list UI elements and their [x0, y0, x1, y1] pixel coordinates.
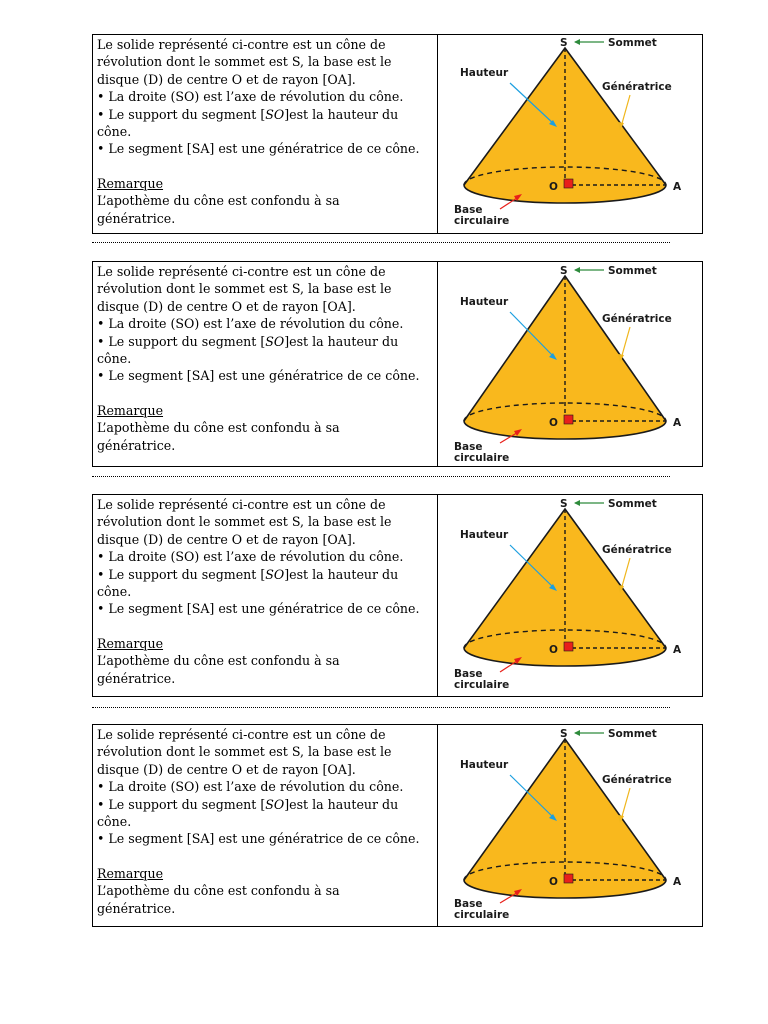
generatrice-arrow: [621, 95, 630, 127]
definition-line: révolution dont le sommet est S, la base est le: [97, 744, 392, 760]
remark-line: génératrice.: [97, 900, 176, 916]
label-s: S: [560, 37, 568, 49]
bullet-axis: • La droite (SO) est l’axe de révolution du cône.: [97, 89, 404, 105]
label-o: O: [549, 181, 558, 193]
bullet-axis: • La droite (SO) est l’axe de révolution du cône.: [97, 316, 404, 332]
cone-diagram: [438, 495, 702, 696]
definition-line: Le solide représenté ci-contre est un cône de: [97, 264, 386, 279]
bullet-height: • Le support du segment [SO]est la hauteur du: [97, 566, 399, 582]
label-sommet: Sommet: [608, 728, 657, 740]
label-circulaire: circulaire: [454, 452, 510, 464]
remark-line: L’apothème du cône est confondu à sa: [97, 653, 340, 669]
definition-line: Le solide représenté ci-contre est un cône de: [97, 497, 386, 512]
center-marker: [564, 179, 573, 188]
label-circulaire: circulaire: [454, 215, 510, 227]
bullet-axis: • La droite (SO) est l’axe de révolution du cône.: [97, 549, 404, 565]
cone-figure: [438, 725, 702, 926]
definition-line: révolution dont le sommet est S, la base est le: [97, 281, 392, 297]
label-a: A: [673, 181, 682, 193]
cone-card: [92, 494, 703, 697]
bullet-height-continued: cône.: [97, 124, 132, 140]
bullet-height-continued: cône.: [97, 814, 132, 830]
cone-definition-text: [93, 725, 438, 926]
sommet-arrowhead: [574, 500, 580, 506]
cone-definition-text: [93, 35, 438, 233]
remark-title: Remarque: [97, 635, 164, 651]
remark-title: Remarque: [97, 402, 164, 418]
definition-line: Le solide représenté ci-contre est un cône de: [97, 727, 386, 742]
label-base: Base: [454, 204, 483, 216]
label-generatrice: Génératrice: [602, 81, 672, 93]
cut-line: [92, 707, 670, 708]
cone-diagram: [438, 262, 702, 466]
bullet-axis: • La droite (SO) est l’axe de révolution du cône.: [97, 779, 404, 795]
label-circulaire: circulaire: [454, 909, 510, 921]
label-sommet: Sommet: [608, 498, 657, 510]
bullet-generatrix: • Le segment [SA] est une génératrice de ce cône.: [97, 831, 420, 847]
remark-line: génératrice.: [97, 670, 176, 686]
cone-figure: [438, 495, 702, 696]
label-o: O: [549, 417, 558, 429]
cone-definition-text: [93, 495, 438, 696]
definition-line: révolution dont le sommet est S, la base est le: [97, 54, 392, 70]
sommet-arrowhead: [574, 39, 580, 45]
definition-line: Le solide représenté ci-contre est un cône de: [97, 37, 386, 52]
bullet-generatrix: • Le segment [SA] est une génératrice de ce cône.: [97, 601, 420, 617]
label-a: A: [673, 417, 682, 429]
label-generatrice: Génératrice: [602, 774, 672, 786]
definition-line: disque (D) de centre O et de rayon [OA].: [97, 298, 356, 314]
cone-diagram: [438, 35, 702, 233]
definition-line: disque (D) de centre O et de rayon [OA].: [97, 761, 356, 777]
cone-card: [92, 724, 703, 927]
generatrice-arrow: [621, 558, 630, 590]
label-s: S: [560, 498, 568, 510]
center-marker: [564, 874, 573, 883]
label-a: A: [673, 876, 682, 888]
label-generatrice: Génératrice: [602, 313, 672, 325]
cut-line: [92, 242, 670, 243]
cone-figure: [438, 262, 702, 466]
remark-line: L’apothème du cône est confondu à sa: [97, 420, 340, 436]
cone-figure: [438, 35, 702, 233]
label-hauteur: Hauteur: [460, 759, 509, 771]
generatrice-arrow: [621, 327, 630, 359]
generatrice-arrow: [621, 788, 630, 820]
bullet-height: • Le support du segment [SO]est la hauteur du: [97, 106, 399, 122]
label-generatrice: Génératrice: [602, 544, 672, 556]
cone-diagram: [438, 725, 702, 926]
bullet-height: • Le support du segment [SO]est la hauteur du: [97, 796, 399, 812]
sommet-arrowhead: [574, 730, 580, 736]
sommet-arrowhead: [574, 267, 580, 273]
remark-title: Remarque: [97, 865, 164, 881]
label-s: S: [560, 265, 568, 277]
cut-line: [92, 476, 670, 477]
bullet-height-continued: cône.: [97, 584, 132, 600]
label-base: Base: [454, 441, 483, 453]
definition-line: disque (D) de centre O et de rayon [OA].: [97, 531, 356, 547]
definition-line: révolution dont le sommet est S, la base est le: [97, 514, 392, 530]
label-o: O: [549, 644, 558, 656]
bullet-generatrix: • Le segment [SA] est une génératrice de ce cône.: [97, 141, 420, 157]
bullet-height-continued: cône.: [97, 351, 132, 367]
label-circulaire: circulaire: [454, 679, 510, 691]
definition-line: disque (D) de centre O et de rayon [OA].: [97, 71, 356, 87]
bullet-height: • Le support du segment [SO]est la hauteur du: [97, 333, 399, 349]
label-sommet: Sommet: [608, 265, 657, 277]
cone-card: [92, 34, 703, 234]
label-hauteur: Hauteur: [460, 529, 509, 541]
label-hauteur: Hauteur: [460, 67, 509, 79]
label-sommet: Sommet: [608, 37, 657, 49]
bullet-generatrix: • Le segment [SA] est une génératrice de ce cône.: [97, 368, 420, 384]
label-base: Base: [454, 898, 483, 910]
remark-line: L’apothème du cône est confondu à sa: [97, 193, 340, 209]
remark-line: génératrice.: [97, 210, 176, 226]
label-s: S: [560, 728, 568, 740]
label-hauteur: Hauteur: [460, 296, 509, 308]
label-o: O: [549, 876, 558, 888]
remark-line: L’apothème du cône est confondu à sa: [97, 883, 340, 899]
center-marker: [564, 642, 573, 651]
label-a: A: [673, 644, 682, 656]
cone-card: [92, 261, 703, 467]
center-marker: [564, 415, 573, 424]
remark-title: Remarque: [97, 175, 164, 191]
label-base: Base: [454, 668, 483, 680]
cone-definition-text: [93, 262, 438, 466]
remark-line: génératrice.: [97, 437, 176, 453]
